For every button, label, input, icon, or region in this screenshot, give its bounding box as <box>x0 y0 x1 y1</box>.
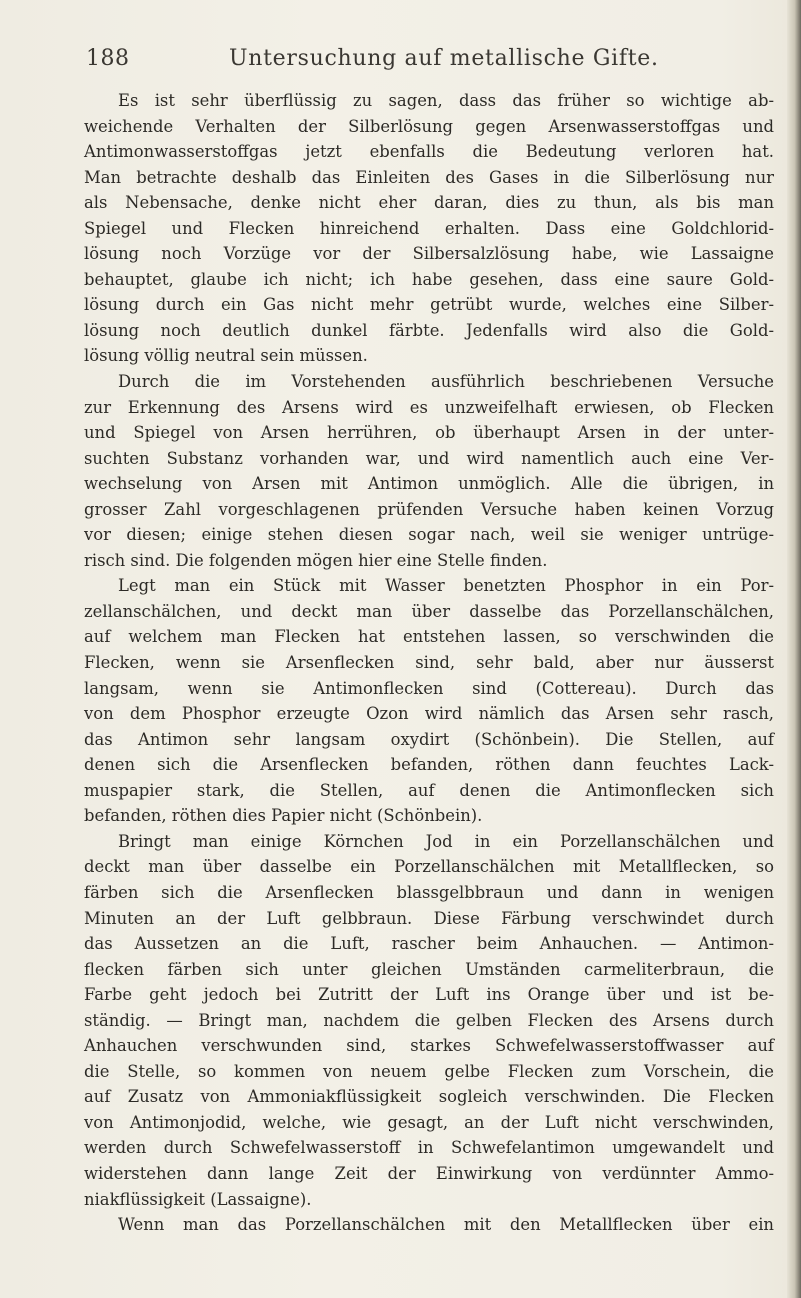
text-line: risch sind. Die folgenden mögen hier eine Stelle finden. <box>84 550 548 570</box>
text-line: und Spiegel von Arsen herrühren, ob überhaupt Arsen in der unter- <box>84 423 774 443</box>
page-number: 188 <box>86 46 130 71</box>
text-line: Minuten an der Luft gelbbraun. Diese Färbung verschwindet durch <box>84 908 774 928</box>
text-line: auf Zusatz von Ammoniakflüssigkeit sogleich verschwinden. Die Flecken <box>84 1087 774 1107</box>
text-line: Anhauchen verschwunden sind, starkes Schwefelwasserstoffwasser auf <box>84 1036 774 1056</box>
text-line: das Aussetzen an die Luft, rascher beim Anhauchen. — Antimon- <box>84 934 774 954</box>
text-line: Flecken, wenn sie Arsenflecken sind, sehr bald, aber nur äusserst <box>84 653 774 673</box>
text-line: Wenn man das Porzellanschälchen mit den Metallflecken über ein <box>118 1215 774 1235</box>
text-line: die Stelle, so kommen von neuem gelbe Flecken zum Vorschein, die <box>84 1061 774 1081</box>
page-edge-shadow <box>787 0 801 1298</box>
text-line: grosser Zahl vorgeschlagenen prüfenden Versuche haben keinen Vorzug <box>84 499 774 519</box>
text-line: widerstehen dann lange Zeit der Einwirkung von verdünnter Ammo- <box>84 1163 774 1183</box>
text-line: zellanschälchen, und deckt man über dasselbe das Porzellanschälchen, <box>84 601 774 621</box>
text-line: lösung durch ein Gas nicht mehr getrübt wurde, welches eine Silber- <box>84 295 774 315</box>
text-line: langsam, wenn sie Antimonflecken sind (Cottereau). Durch das <box>84 678 774 698</box>
text-line: lösung völlig neutral sein müssen. <box>84 346 368 366</box>
text-line: das Antimon sehr langsam oxydirt (Schönbein). Die Stellen, auf <box>84 729 774 749</box>
text-line: Spiegel und Flecken hinreichend erhalten. Dass eine Goldchlorid- <box>84 218 774 238</box>
text-line: flecken färben sich unter gleichen Umständen carmeliterbraun, die <box>84 959 774 979</box>
text-line: zur Erkennung des Arsens wird es unzweifelhaft erwiesen, ob Flecken <box>84 397 774 417</box>
text-line: weichende Verhalten der Silberlösung gegen Arsenwasserstoffgas und <box>84 116 774 136</box>
text-line: wechselung von Arsen mit Antimon unmöglich. Alle die übrigen, in <box>84 474 774 494</box>
body-text <box>84 88 774 1238</box>
running-title: Untersuchung auf metallische Gifte. <box>229 46 659 71</box>
text-line: muspapier stark, die Stellen, auf denen die Antimonflecken sich <box>84 780 774 800</box>
text-line: lösung noch Vorzüge vor der Silbersalzlösung habe, wie Lassaigne <box>84 244 774 264</box>
text-line: Man betrachte deshalb das Einleiten des Gases in die Silberlösung nur <box>84 167 774 187</box>
text-line: Antimonwasserstoffgas jetzt ebenfalls die Bedeutung verloren hat. <box>84 142 774 162</box>
text-line: deckt man über dasselbe ein Porzellanschälchen mit Metallflecken, so <box>84 857 774 877</box>
text-line: von Antimonjodid, welche, wie gesagt, an der Luft nicht verschwinden, <box>84 1112 774 1132</box>
text-line: färben sich die Arsenflecken blassgelbbraun und dann in wenigen <box>84 882 774 902</box>
text-line: Es ist sehr überflüssig zu sagen, dass das früher so wichtige ab- <box>118 91 774 110</box>
text-line: Farbe geht jedoch bei Zutritt der Luft ins Orange über und ist be- <box>84 985 774 1005</box>
text-line: niakflüssigkeit (Lassaigne). <box>84 1189 312 1209</box>
text-line: von dem Phosphor erzeugte Ozon wird nämlich das Arsen sehr rasch, <box>84 704 774 724</box>
text-line: vor diesen; einige stehen diesen sogar nach, weil sie weniger untrüge- <box>84 525 774 545</box>
text-line: werden durch Schwefelwasserstoff in Schwefelantimon umgewandelt und <box>84 1138 774 1158</box>
text-line: denen sich die Arsenflecken befanden, röthen dann feuchtes Lack- <box>84 755 774 775</box>
text-line: auf welchem man Flecken hat entstehen lassen, so verschwinden die <box>84 627 774 647</box>
text-line: behauptet, glaube ich nicht; ich habe gesehen, dass eine saure Gold- <box>84 269 774 289</box>
text-line: Bringt man einige Körnchen Jod in ein Porzellanschälchen und <box>118 831 774 851</box>
text-line: suchten Substanz vorhanden war, und wird namentlich auch eine Ver- <box>84 448 774 468</box>
text-line: als Nebensache, denke nicht eher daran, dies zu thun, als bis man <box>84 193 774 213</box>
text-line: befanden, röthen dies Papier nicht (Schönbein). <box>84 806 483 826</box>
text-line: Durch die im Vorstehenden ausführlich beschriebenen Versuche <box>118 372 774 392</box>
text-line: ständig. — Bringt man, nachdem die gelben Flecken des Arsens durch <box>84 1010 774 1030</box>
text-line: Legt man ein Stück mit Wasser benetzten Phosphor in ein Por- <box>118 576 774 596</box>
running-head <box>86 46 766 80</box>
text-line: lösung noch deutlich dunkel färbte. Jedenfalls wird also die Gold- <box>84 320 774 340</box>
